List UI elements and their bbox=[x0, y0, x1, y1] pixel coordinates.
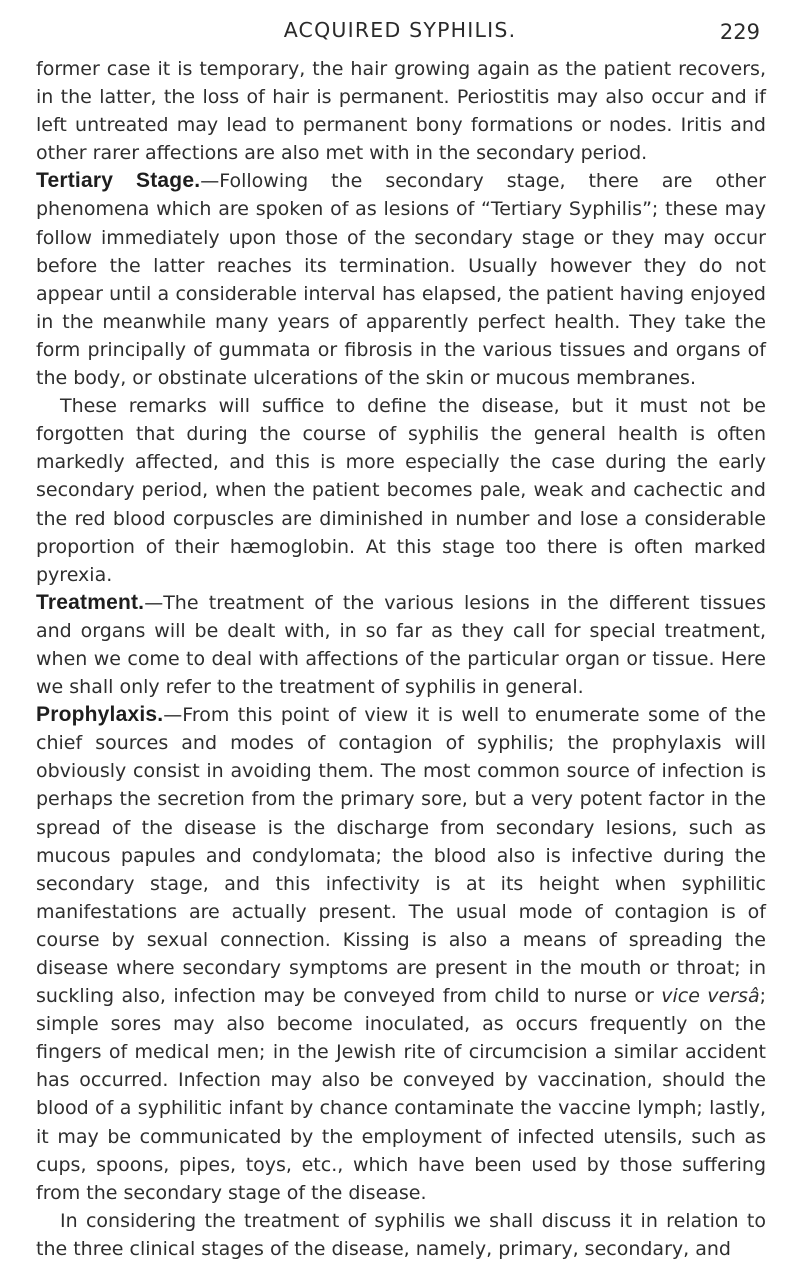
paragraph-text: Following the secondary stage, there are other phenomena which are spoken of as lesions of “Tertiary Syphilis”; these may follow immediately upon those of the secondary stage or they may occur before the latter reaches its termination. Usually however they do not appear until a considerable interval has elapsed, the patient having enjoyed in the meanwhile many years of apparently perfect health. They take the form principally of gummata or fibrosis in the various tissues and organs of the body, or obstinate ulcerations of the skin or mucous membranes. bbox=[36, 170, 766, 390]
paragraph-treatment bbox=[36, 589, 766, 701]
heading-dash: — bbox=[163, 704, 183, 727]
running-title: ACQUIRED SYPHILIS. bbox=[283, 18, 517, 42]
italic-phrase: vice versâ bbox=[661, 985, 760, 1008]
paragraph-text: The treatment of the various lesions in the different tissues and organs will be dealt with, in so far as they call for special treatment, when we come to deal with affections of the particular organ or tissue. Here we shall only refer to the treatment of syphilis in general. bbox=[36, 591, 766, 699]
paragraph-text: In considering the treatment of syphilis we shall discuss it in relation to the three clinical stages of the disease, namely, primary, secondary, and bbox=[36, 1209, 766, 1260]
paragraph-considering-treatment bbox=[36, 1207, 766, 1263]
body-text bbox=[36, 55, 766, 1263]
paragraph-tertiary-stage bbox=[36, 167, 766, 392]
section-heading-prophylaxis: Prophylaxis. bbox=[36, 703, 164, 727]
heading-dash: — bbox=[200, 170, 220, 193]
paragraph-continuation bbox=[36, 55, 766, 167]
section-heading-treatment: Treatment. bbox=[36, 590, 145, 614]
paragraph-text: From this point of view it is well to enumerate some of the chief sources and modes of contagion of syphilis; the prophylaxis will obviously consist in avoiding them. The most common source of infection is perhaps the secretion from the primary sore, but a very potent factor in the spread of the disease is the discharge from secondary lesions, such as mucous papules and condylomata; the blood also is infective during the secondary stage, and this infectivity is at its height when syphilitic manifestations are actually present. The usual mode of contagion is of course by sexual connection. Kissing is also a means of spreading the disease where secondary symptoms are present in the mouth or throat; in suckling also, infection may be conveyed from child to nurse or bbox=[36, 704, 766, 1008]
page-number: 229 bbox=[719, 20, 760, 44]
paragraph-text: former case it is temporary, the hair growing again as the patient recovers, in the latter, the loss of hair is permanent. Periostitis may also occur and if left untreated may lead to permanent bony formations or nodes. Iritis and other rarer affections are also met with in the secondary period. bbox=[36, 58, 766, 165]
paragraph-text: ; simple sores may also become inoculated, as occurs frequently on the fingers of medical men; in the Jewish rite of circumcision a similar accident has occurred. Infection may also be conveyed by vaccination, should the blood of a syphilitic infant by chance contaminate the vaccine lymph; lastly, it may be communicated by the employment of infected utensils, such as cups, spoons, pipes, toys, etc., which have been used by those suffering from the secondary stage of the disease. bbox=[36, 985, 766, 1204]
running-head bbox=[0, 14, 800, 44]
paragraph-prophylaxis bbox=[36, 701, 766, 1207]
section-heading-tertiary-stage: Tertiary Stage. bbox=[36, 169, 201, 193]
heading-dash: — bbox=[144, 591, 164, 614]
paragraph-general-health bbox=[36, 392, 766, 589]
paragraph-text: These remarks will suffice to define the disease, but it must not be forgotten that during the course of syphilis the general health is often markedly affected, and this is more especially the case during the early secondary period, when the patient becomes pale, weak and cachectic and the red blood corpuscles are diminished in number and lose a considerable proportion of their hæmoglobin. At this stage too there is often marked pyrexia. bbox=[36, 395, 766, 586]
